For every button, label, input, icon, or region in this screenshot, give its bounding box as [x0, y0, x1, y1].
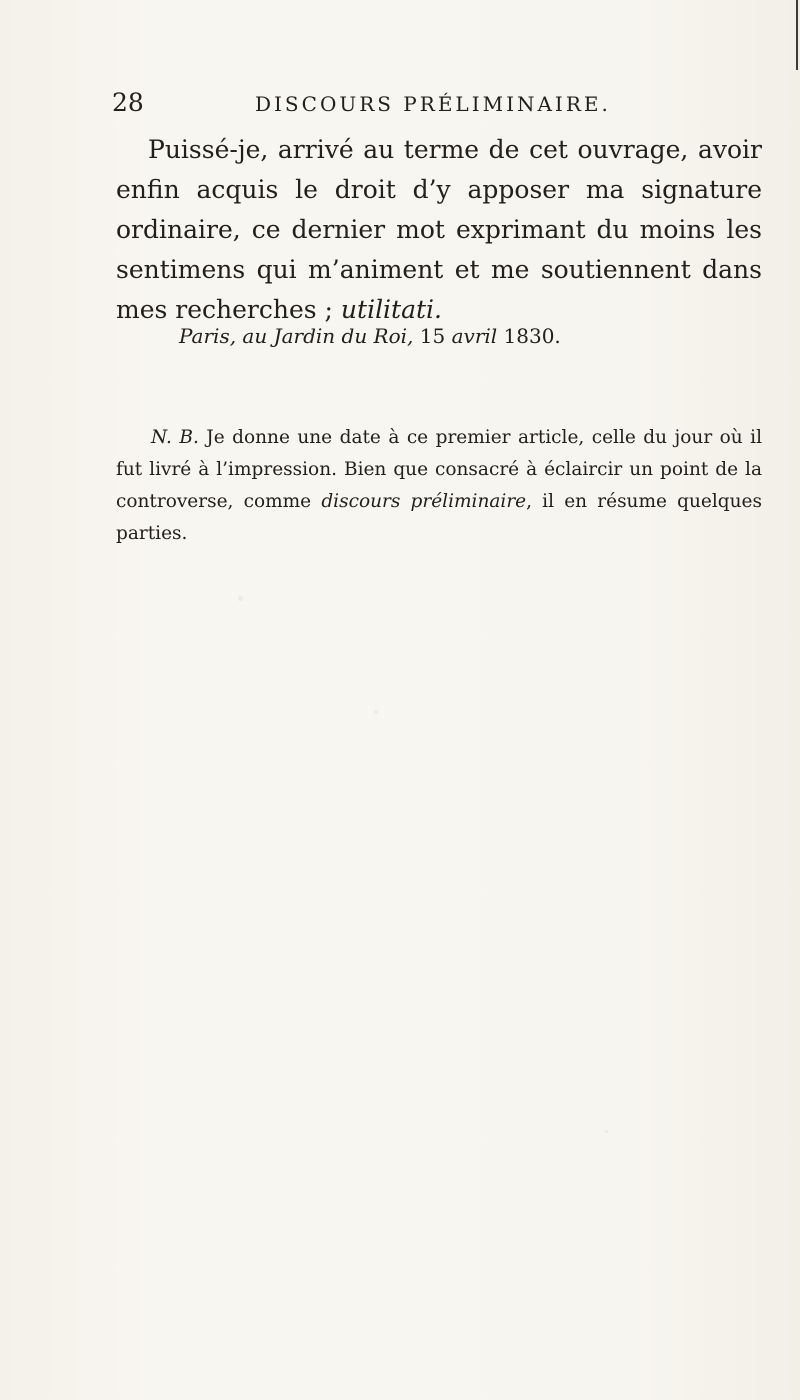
page-number: 28	[112, 88, 144, 117]
note-abbreviation: N. B.	[151, 427, 199, 448]
paper-spot	[374, 710, 378, 714]
note-text-after: , il en résume quelques parties.	[116, 491, 762, 544]
paper-spot	[238, 596, 243, 601]
paragraph-text	[116, 130, 762, 330]
signature-word: utilitati.	[340, 295, 442, 324]
note-italic-title: discours préliminaire	[321, 491, 527, 512]
paper-spot	[605, 1130, 608, 1133]
main-paragraph	[116, 130, 762, 330]
date-day: 15	[413, 324, 452, 348]
place: Paris, au Jardin du Roi,	[179, 324, 414, 348]
page-header	[112, 88, 672, 122]
note-paragraph	[116, 422, 762, 550]
date-year: 1830.	[497, 324, 561, 348]
paragraph-intro: Puissé-je, arrivé au terme de cet ouvrage, avoir enfin acquis le droit d’y apposer ma signature ordinaire, ce dernier mot exprimant du moins les sentimens qui m’animent et me soutiennent dans mes recherches ;	[116, 135, 762, 324]
running-head: DISCOURS PRÉLIMINAIRE.	[255, 92, 611, 116]
note-block	[116, 422, 762, 550]
place-date-line	[179, 324, 739, 348]
page-edge-mark	[796, 0, 798, 70]
date-month: avril	[451, 324, 498, 348]
note-text-before: Je donne une date à ce premier article, celle du jour où il fut livré à l’impression. Bien que consacré à éclaircir un point de la controverse, comme	[116, 427, 762, 512]
